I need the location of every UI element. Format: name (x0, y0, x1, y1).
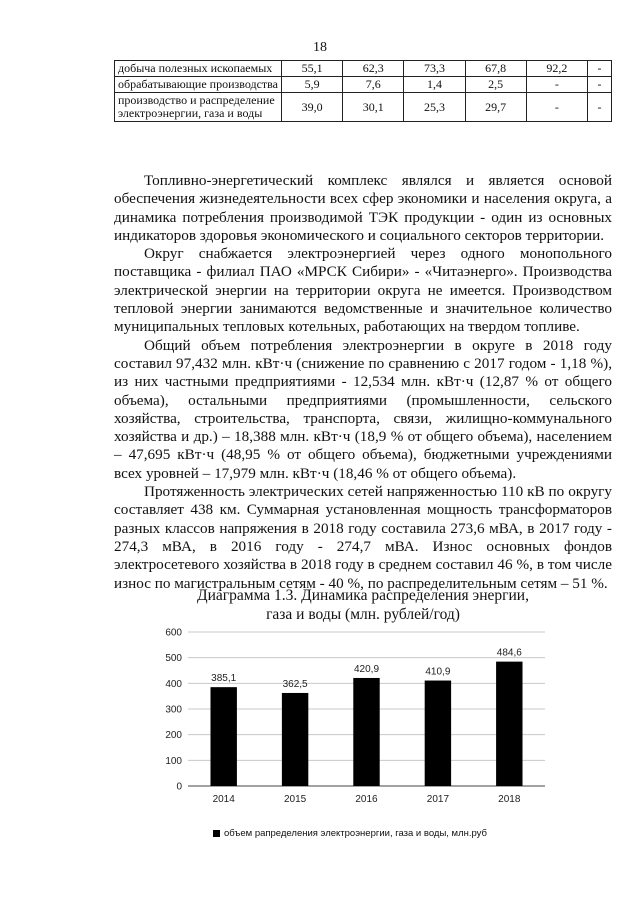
legend-label: объем рапределения электроэнергии, газа и воды, млн.руб (224, 828, 487, 839)
bar (353, 678, 379, 786)
table-row (115, 61, 612, 77)
y-tick-label: 300 (165, 704, 182, 716)
table-cell-value: 29,7 (465, 93, 526, 122)
body-text (114, 172, 612, 593)
table-cell-value: 92,2 (526, 61, 587, 77)
chart-title (114, 586, 612, 624)
y-tick-label: 500 (165, 653, 182, 665)
table-cell-value: 55,1 (282, 61, 343, 77)
table-cell-name: обрабатывающие производства (115, 77, 282, 93)
table-cell-name: производство и распределение электроэнергии, газа и воды (115, 93, 282, 122)
x-tick-label: 2016 (355, 794, 378, 805)
paragraph: Топливно-энергетический комплекс являлся и является основой обеспечения жизнедеятельности всех сфер экономики и населения округа, а динамика потребления производимой ТЭК продукции - один из основных индикаторов здоровья экономического и социального секторов территории. (114, 172, 612, 244)
legend-swatch (213, 830, 220, 837)
table-cell-value: 1,4 (404, 77, 465, 93)
data-label: 410,9 (425, 666, 451, 678)
table-cell-value: 73,3 (404, 61, 465, 77)
table-cell-value: 2,5 (465, 77, 526, 93)
table-cell-value: - (526, 77, 587, 93)
table-cell-value: 62,3 (343, 61, 404, 77)
table-cell-value: 25,3 (404, 93, 465, 122)
data-label: 484,6 (496, 647, 522, 659)
table-cell-value: 67,8 (465, 61, 526, 77)
y-tick-label: 200 (165, 730, 182, 742)
paragraph: Протяженность электрических сетей напряженностью 110 кВ по округу составляет 438 км. Суммарная установленная мощность трансформаторов разных классов напряжения в 2018 году составила 273,6 мВА, в 2017 году - 274,3 мВА, в 2016 году - 274,7 мВА. Износ основных фондов электросетевого хозяйства в 2018 году в среднем составил 46 %, в том числе износ по магистральным сетям - 40 %, по распределительным сетям – 51 %. (114, 483, 612, 592)
chart-title-line: газа и воды (млн. рублей/год) (266, 606, 460, 623)
table-cell-value: 30,1 (343, 93, 404, 122)
data-label: 385,1 (211, 673, 237, 685)
x-tick-label: 2018 (498, 794, 521, 805)
data-label: 420,9 (353, 663, 380, 675)
x-tick-label: 2014 (212, 794, 235, 805)
table-cell-value: 39,0 (282, 93, 343, 122)
paragraph: Округ снабжается электроэнергией через одного монопольного поставщика - филиал ПАО «МРСК Сибири» - «Читаэнерго». Производства электрической энергии на территории округа не имеется. Производством тепловой энергии занимаются ведомственные и значительное количество муниципальных тепловых котельных, работающих на твердом топливе. (114, 245, 612, 336)
chart-legend (150, 828, 550, 839)
table-row (115, 77, 612, 93)
bar (425, 681, 451, 786)
table-cell-value: 7,6 (343, 77, 404, 93)
bar-chart (150, 620, 550, 820)
table-cell-value: - (587, 93, 611, 122)
table-row (115, 93, 612, 122)
bar (282, 693, 308, 786)
chart-title-line: Диаграмма 1.3. Динамика распределения энергии, (197, 587, 529, 604)
x-tick-label: 2015 (283, 794, 307, 805)
y-tick-label: 0 (176, 781, 182, 793)
data-table (114, 60, 612, 122)
page-number: 18 (313, 40, 327, 55)
bar (210, 687, 236, 786)
y-tick-label: 600 (165, 627, 182, 639)
table-cell-value: - (587, 77, 611, 93)
x-tick-label: 2017 (426, 794, 450, 805)
table-cell-value: - (587, 61, 611, 77)
table-cell-value: 5,9 (282, 77, 343, 93)
paragraph: Общий объем потребления электроэнергии в округе в 2018 году составил 97,432 млн. кВт·ч (снижение по сравнению с 2017 годом - 1,18 %), из них частными предприятиями - 12,534 млн. кВт·ч (12,87 % от общего объема), остальными предприятиями (промышленности, сельского хозяйства, строительства, транспорта, связи, жилищно-коммунального хозяйства и др.) – 18,388 млн. кВт·ч (18,9 % от общего объема), населением – 47,695 кВт·ч (48,95 % от общего объема), бюджетными учреждениями всех уровней – 17,979 млн. кВт·ч (18,46 % от общего объема). (114, 336, 612, 482)
data-label: 362,5 (282, 678, 308, 690)
y-tick-label: 100 (165, 755, 182, 767)
table-cell-name: добыча полезных ископаемых (115, 61, 282, 77)
table-cell-value: - (526, 93, 587, 122)
y-tick-label: 400 (165, 678, 182, 690)
bar (496, 662, 522, 786)
